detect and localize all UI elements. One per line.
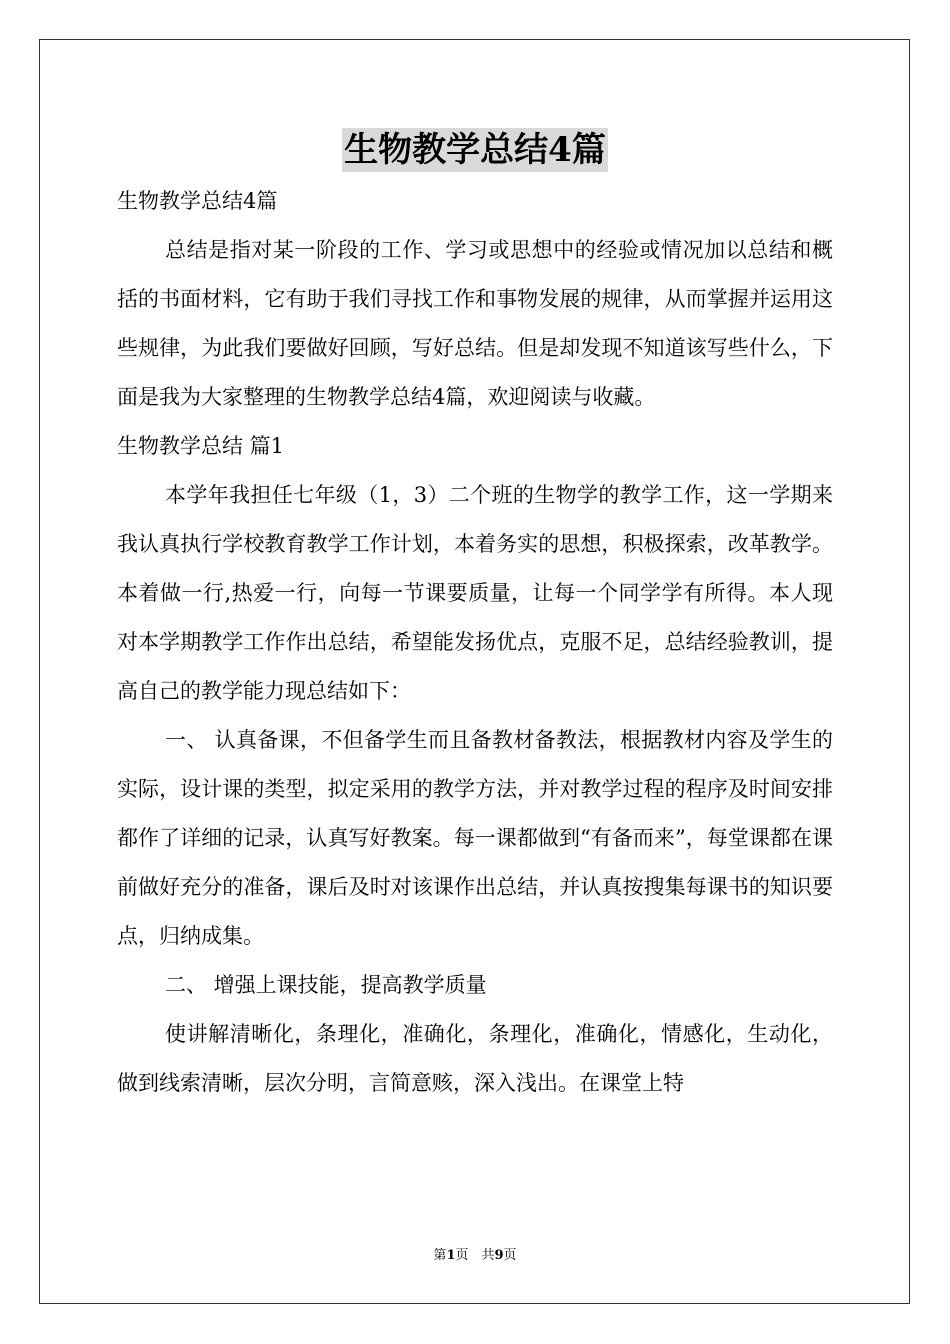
footer-page-suffix: 页 [503,1248,517,1263]
footer-page-mid: 页 共 [455,1248,495,1263]
intro-paragraph: 总结是指对某一阶段的工作、学习或思想中的经验或情况加以总结和概括的书面材料，它有助于我们寻找工作和事物发展的规律，从而掌握并运用这些规律，为此我们要做好回顾，写好总结。但是却发现不知道该写些什么，下面是我为大家整理的生物教学总结4篇，欢迎阅读与收藏。 [117,238,833,409]
body-paragraph: 一、 认真备课，不但备学生而且备教材备教法，根据教材内容及学生的实际，设计课的类型，拟定采用的教学方法，并对教学过程的程序及时间安排都作了详细的记录，认真写好教案。每一课都做到“有备而来”，每堂课都在课前做好充分的准备，课后及时对该课作出总结，并认真按搜集每课书的知识要点，归纳成集。 [117,728,833,948]
section-heading: 生物教学总结 篇1 [117,434,285,458]
document-body [117,177,833,1108]
footer-page-current: 1 [446,1248,456,1263]
page-footer [0,1246,950,1266]
body-paragraph: 使讲解清晰化，条理化，准确化，条理化，准确化，情感化，生动化，做到线索清晰，层次分明，言简意赅，深入浅出。在课堂上特 [117,1022,833,1095]
body-paragraph: 本学年我担任七年级（1，3）二个班的生物学的教学工作，这一学期来我认真执行学校教育教学工作计划，本着务实的思想，积极探索，改革教学。本着做一行,热爱一行，向每一节课要质量，让每一个同学学有所得。本人现对本学期教学工作作出总结，希望能发扬优点，克服不足，总结经验教训，提高自己的教学能力现总结如下： [117,483,833,703]
footer-page-total: 9 [494,1248,504,1263]
footer-page-prefix: 第 [433,1248,447,1263]
document-title: 生物教学总结4篇 [344,130,606,170]
title-area [0,128,950,172]
sub-heading: 二、 增强上课技能，提高教学质量 [165,973,487,997]
document-subtitle: 生物教学总结4篇 [117,189,278,213]
